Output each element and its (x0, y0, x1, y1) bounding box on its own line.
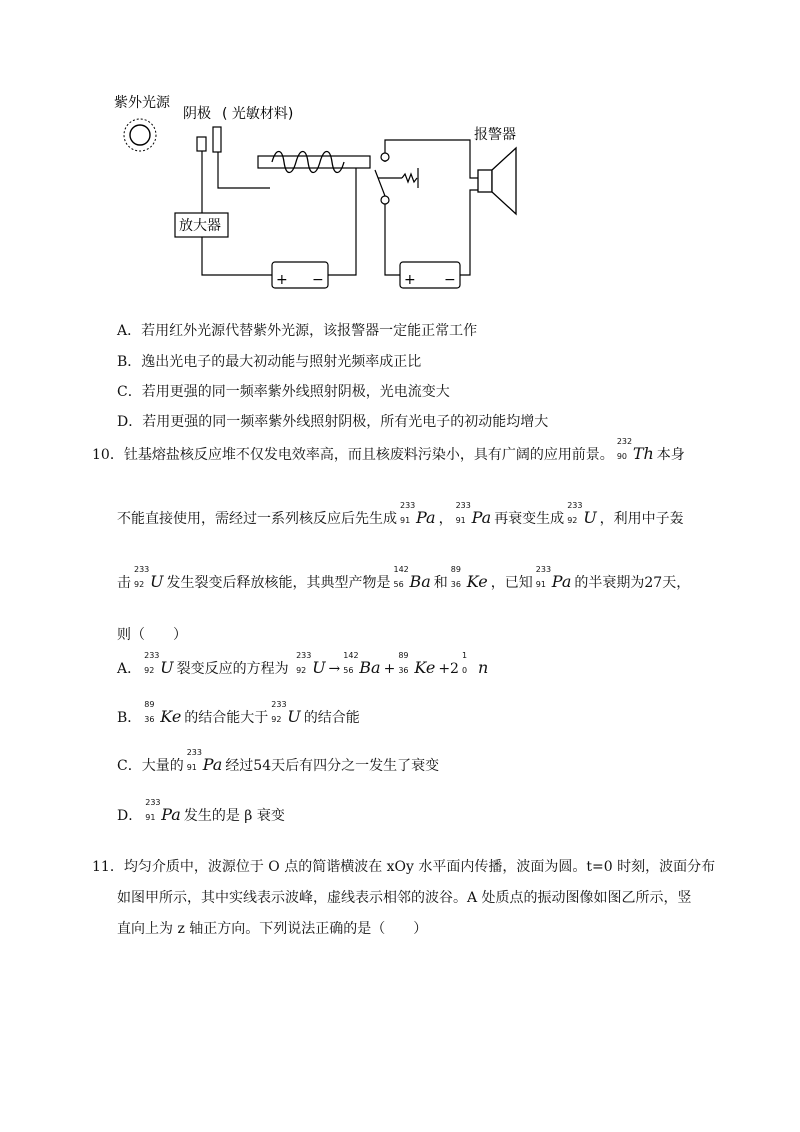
photo-material-label: ( 光敏材料) (222, 106, 294, 122)
uv-source-label: 紫外光源 (114, 95, 170, 111)
q10-option-a (117, 651, 491, 678)
alarm-label: 报警器 (474, 127, 516, 143)
option-a-label: A． (117, 661, 142, 677)
q10-line-3 (117, 565, 691, 592)
q10-line3-b: ，已知 (490, 575, 533, 591)
q10-line-1 (92, 437, 685, 464)
u233-nuclide: 233 92 U (567, 501, 597, 527)
pa233-nuclide: 233 91 Pa (145, 798, 181, 824)
battery-2-minus: − (444, 272, 456, 288)
q10-line2-end: ，利用中子轰 (599, 511, 684, 527)
ba142-nuclide: 142 56 Ba (343, 651, 381, 677)
q9-option-b: B．逸出光电子的最大初动能与照射光频率成正比 (117, 354, 422, 370)
ba142-nuclide: 142 56 Ba (393, 565, 431, 591)
iron-core (258, 156, 370, 168)
q10-line-4: 则（ ） (117, 627, 187, 643)
amplifier-label: 放大器 (179, 218, 221, 234)
q11-line-2: 如图甲所示，其中实线表示波峰，虚线表示相邻的波谷。A 处质点的振动图像如图乙所示，竖 (117, 890, 692, 906)
option-a-text: 裂变反应的方程为 (176, 661, 289, 677)
comma: ， (438, 511, 453, 527)
q10-option-d (117, 798, 285, 825)
u233-nuclide: 233 92 U (144, 651, 174, 677)
u233-nuclide: 233 92 U (296, 651, 326, 677)
u233-nuclide: 233 92 U (134, 565, 164, 591)
battery-1-minus: − (312, 272, 324, 288)
q10-line-2 (117, 501, 684, 528)
q10-line3-a: 发生裂变后释放核能，其典型产物是 (166, 575, 391, 591)
plus-two: +2 (438, 661, 459, 677)
q10-option-c (117, 748, 440, 775)
q10-line2-mid: 再衰变生成 (494, 511, 565, 527)
option-c-text: 经过54天后有四分之一发生了衰变 (225, 758, 440, 774)
pa233-nuclide: 233 91 Pa (400, 501, 436, 527)
cathode-label: 阴极 (183, 106, 211, 122)
battery-2-plus: + (404, 272, 416, 288)
option-d-text: 发生的是 β 衰变 (183, 808, 285, 824)
option-b-text2: 的结合能 (303, 710, 360, 726)
plus: + (383, 661, 396, 677)
alarm-speaker (478, 148, 516, 214)
q9-option-c: C．若用更强的同一频率紫外线照射阴极，光电流变大 (117, 384, 450, 400)
arrow: → (328, 661, 341, 677)
relay-switch (375, 153, 418, 204)
u233-nuclide: 233 92 U (271, 700, 301, 726)
q10-line3-end: 的半衰期为27天， (574, 575, 691, 591)
q11-line-3: 直向上为 z 轴正方向。下列说法正确的是（ ） (117, 921, 428, 937)
anode (197, 137, 206, 151)
th232-nuclide: 232 90 Th (616, 437, 654, 463)
option-c-label: C．大量的 (117, 758, 184, 774)
q11-line-1: 11．均匀介质中，波源位于 O 点的简谐横波在 xOy 水平面内传播，波面为圆。t=0 时刻，波面分布 (92, 859, 716, 875)
q10-line1-text: 10．钍基熔盐核反应堆不仅发电效率高，而且核废料污染小，具有广阔的应用前景。 (92, 447, 614, 463)
option-b-text1: 的结合能大于 (184, 710, 269, 726)
option-d-label: D． (117, 808, 143, 824)
q9-option-d: D．若用更强的同一频率紫外线照射阴极，所有光电子的初动能均增大 (117, 414, 549, 430)
kr89-nuclide: 89 36 Ke (450, 565, 488, 591)
q9-option-a: A．若用红外光源代替紫外光源，该报警器一定能正常工作 (117, 323, 478, 339)
kr89-nuclide: 89 36 Ke (398, 651, 436, 677)
neutron: 1 0 n (461, 651, 489, 677)
q10-line1-end: 本身 (656, 447, 685, 463)
q10-line2-start: 不能直接使用，需经过一系列核反应后先生成 (117, 511, 397, 527)
kr89-nuclide: 89 36 Ke (144, 700, 182, 726)
cathode-plate (213, 127, 221, 152)
pa233-nuclide: 233 91 Pa (455, 501, 492, 527)
option-b-label: B． (117, 710, 142, 726)
battery-1-plus: + (276, 272, 288, 288)
q10-option-b (117, 700, 360, 727)
pa233-nuclide: 233 91 Pa (186, 748, 223, 774)
q10-line3-start: 击 (117, 575, 131, 591)
circuit-figure (0, 0, 800, 310)
and-word: 和 (433, 575, 448, 591)
uv-source-lamp (124, 119, 156, 151)
pa233-nuclide: 233 91 Pa (535, 565, 572, 591)
